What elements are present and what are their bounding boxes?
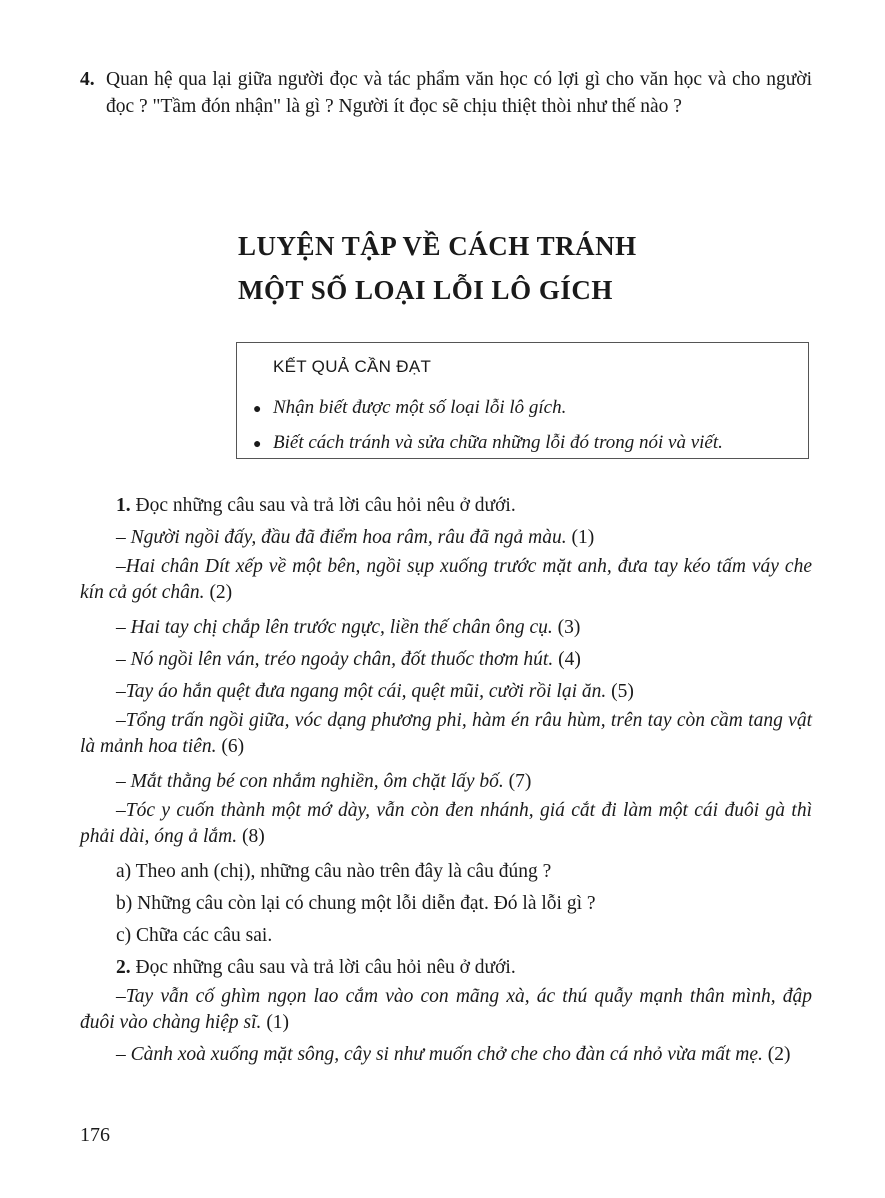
example-sentence-number: (1): [571, 527, 595, 548]
learning-goals-heading: KẾT QUẢ CẦN ĐẠT: [273, 357, 432, 376]
example-sentence-text: Người ngồi đấy, đầu đã điểm hoa râm, râu đã ngả màu.: [130, 527, 567, 548]
question-4-number: 4.: [80, 69, 95, 90]
page-number: 176: [80, 1124, 110, 1146]
example-sentence: [80, 984, 812, 1036]
dash: –: [116, 986, 126, 1007]
example-sentence-text: Hai chân Dít xếp về một bên, ngồi sụp xuống trước mặt anh, đưa tay kéo tấm váy che kín cả gót chân.: [80, 556, 812, 603]
example-sentence-number: (8): [241, 826, 265, 847]
learning-goals-list: [253, 391, 723, 461]
goal-item: [253, 426, 723, 461]
example-sentence: [80, 676, 812, 708]
exercise-1-number: 1.: [116, 495, 131, 516]
example-sentence: [80, 766, 812, 798]
question-c: c) Chữa các câu sai.: [116, 925, 273, 946]
bullet-icon: ●: [253, 402, 262, 417]
question-a: a) Theo anh (chị), những câu nào trên đây là câu đúng ?: [116, 861, 552, 882]
dash: –: [116, 1044, 126, 1065]
example-sentence-number: (5): [611, 681, 634, 702]
goal-item: [253, 391, 723, 426]
example-sentence-number: (6): [221, 736, 245, 757]
question-4: [80, 66, 812, 120]
learning-goals-box: [236, 342, 809, 459]
goal-item-text: Biết cách tránh và sửa chữa những lỗi đó trong nói và viết.: [273, 432, 723, 453]
dash: –: [116, 527, 126, 548]
example-sentence: [80, 612, 812, 644]
dash: –: [116, 710, 126, 731]
example-sentence: [80, 708, 812, 760]
exercise-section: [80, 490, 812, 1074]
example-sentence-number: (2): [209, 582, 233, 603]
dash: –: [116, 617, 126, 638]
example-sentence-text: Nó ngồi lên ván, tréo ngoảy chân, đốt thuốc thơm hút.: [130, 649, 554, 670]
example-sentence: [80, 798, 812, 850]
example-sentence-number: (2): [767, 1044, 791, 1065]
dash: –: [116, 800, 126, 821]
example-sentence-number: (3): [557, 617, 581, 638]
exercise-1-prompt-text: Đọc những câu sau và trả lời câu hỏi nêu ở dưới.: [135, 495, 516, 516]
bullet-icon: ●: [253, 437, 262, 452]
example-sentence-text: Mắt thằng bé con nhắm nghiền, ôm chặt lấy bố.: [130, 771, 504, 792]
example-sentence-text: Cành xoà xuống mặt sông, cây si như muốn chở che cho đàn cá nhỏ vừa mất mẹ.: [130, 1044, 763, 1065]
dash: –: [116, 649, 126, 670]
question-b: b) Những câu còn lại có chung một lỗi diễn đạt. Đó là lỗi gì ?: [116, 893, 596, 914]
dash: –: [116, 771, 126, 792]
lesson-title: [238, 224, 637, 312]
exercise-1-prompt: [80, 490, 812, 522]
example-sentence-text: Tổng trấn ngồi giữa, vóc dạng phương phi, hàm én râu hùm, trên tay còn cầm tang vật là mảnh hoa tiên.: [80, 710, 812, 757]
lesson-title-line-2: MỘT SỐ LOẠI LỖI LÔ GÍCH: [238, 275, 613, 305]
example-sentence-text: Tay áo hắn quệt đưa ngang một cái, quệt mũi, cười rồi lại ăn.: [125, 681, 607, 702]
example-sentence: [80, 554, 812, 606]
example-sentence-text: Hai tay chị chắp lên trước ngực, liền thế chân ông cụ.: [130, 617, 553, 638]
example-sentence-number: (7): [508, 771, 532, 792]
example-sentence: [80, 644, 812, 676]
dash: –: [116, 556, 126, 577]
example-sentence-text: Tóc y cuốn thành một mớ dày, vẫn còn đen nhánh, giá cắt đi làm một cái đuôi gà thì phải dài, óng ả lắm.: [80, 800, 812, 847]
dash: –: [116, 681, 126, 702]
goal-item-text: Nhận biết được một số loại lỗi lô gích.: [273, 397, 567, 418]
example-sentence-number: (1): [266, 1012, 290, 1033]
example-sentence-number: (4): [558, 649, 581, 670]
example-sentence-text: Tay vẫn cố ghìm ngọn lao cắm vào con mãng xà, ác thú quẫy mạnh thân mình, đập đuôi vào chàng hiệp sĩ.: [80, 986, 812, 1033]
lesson-title-line-1: LUYỆN TẬP VỀ CÁCH TRÁNH: [238, 231, 637, 261]
question-4-text: Quan hệ qua lại giữa người đọc và tác phẩm văn học có lợi gì cho văn học và cho người đọc ? "Tầm đón nhận" là gì ? Người ít đọc sẽ chịu thiệt thòi như thế nào ?: [106, 69, 812, 117]
example-sentence: [80, 1042, 812, 1068]
exercise-2-prompt-text: Đọc những câu sau và trả lời câu hỏi nêu ở dưới.: [135, 957, 516, 978]
example-sentence: [80, 522, 812, 554]
exercise-2-number: 2.: [116, 957, 131, 978]
exercise-2-prompt: [80, 952, 812, 984]
